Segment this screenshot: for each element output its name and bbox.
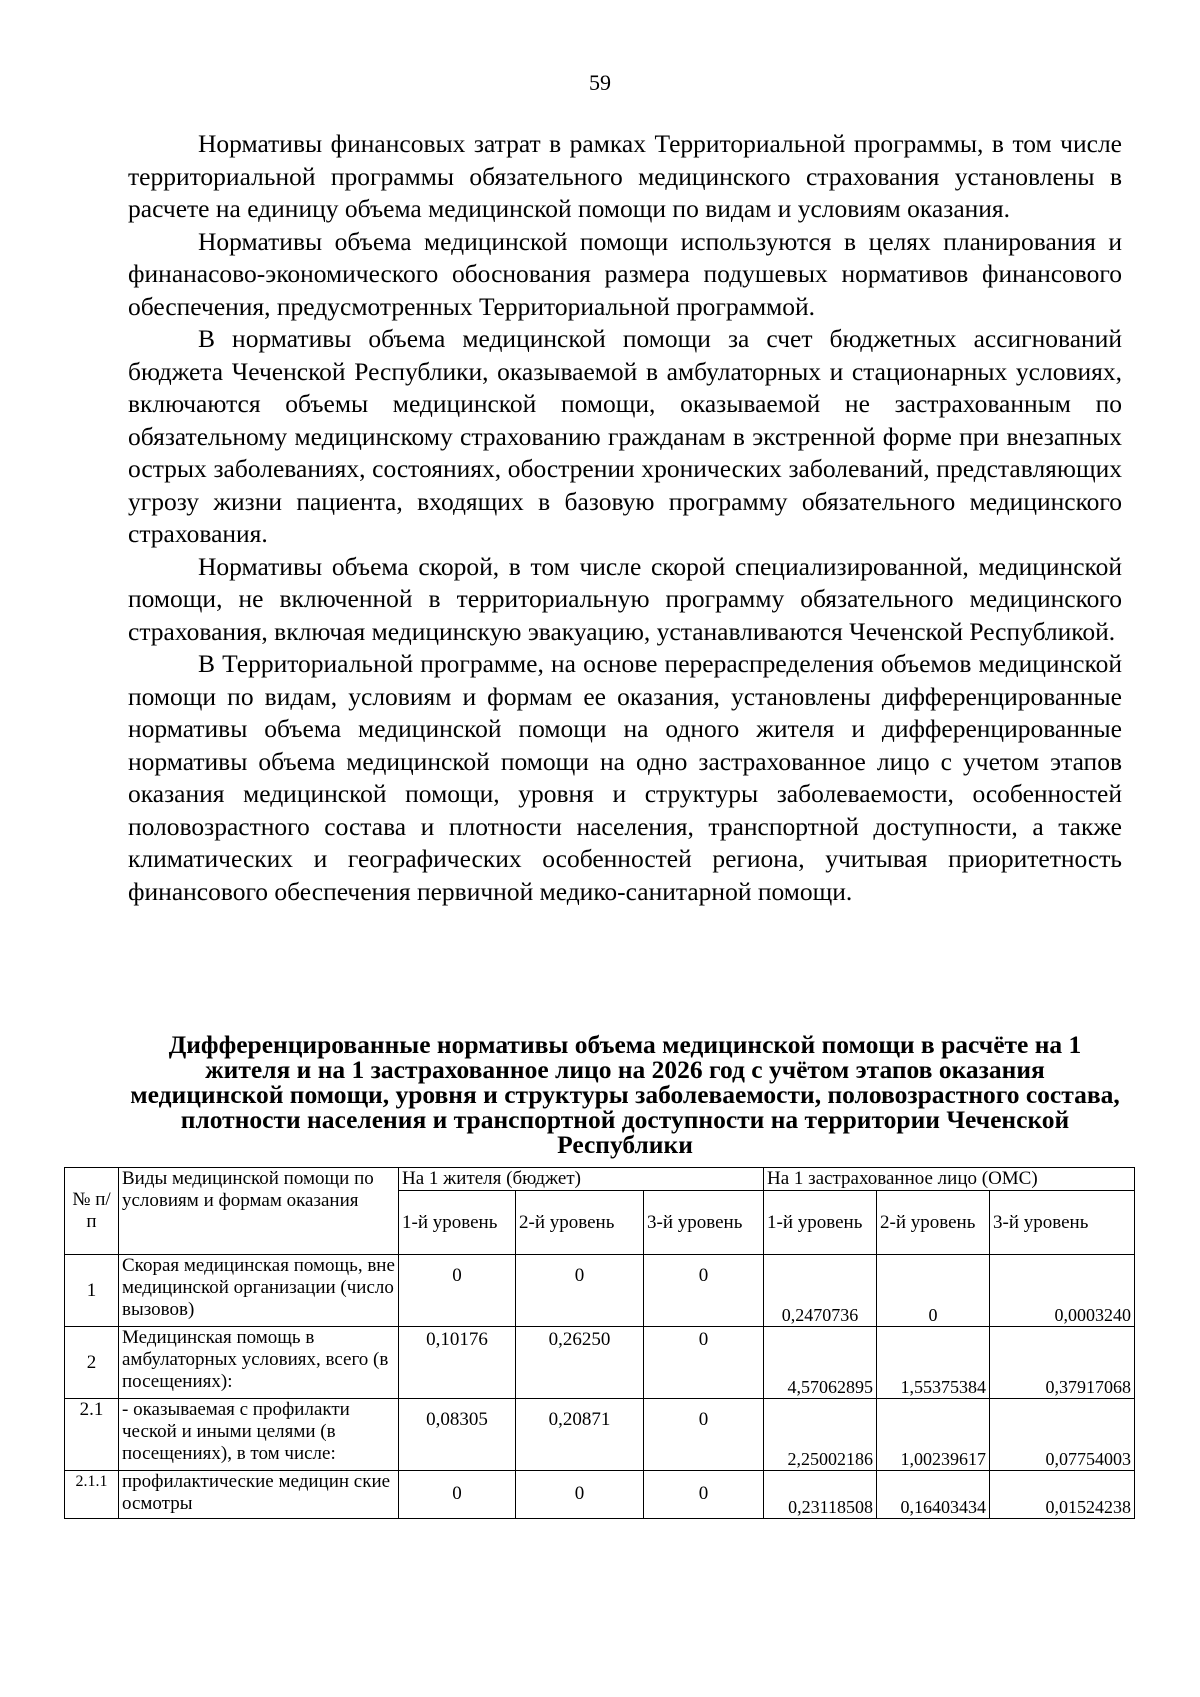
budget-l2-value: 0,26250 bbox=[516, 1327, 644, 1399]
paragraph: Нормативы финансовых затрат в рамках Территориальной программы, в том числе территориальной программы обязательного медицинского страхования установлены в расчете на единицу объема медицинской помощи по видам и условиям оказания. bbox=[128, 129, 1122, 223]
table-row bbox=[65, 1327, 1135, 1399]
page-number: 59 bbox=[589, 70, 611, 95]
row-num: 2.1 bbox=[65, 1399, 119, 1471]
budget-l1-value: 0 bbox=[399, 1255, 516, 1327]
oms-l3-value: 0,0003240 bbox=[990, 1255, 1135, 1327]
budget-l2-value: 0,20871 bbox=[516, 1399, 644, 1471]
oms-l1-value: 0,23118508 bbox=[764, 1471, 877, 1519]
row-kind: - оказываемая с профилакти ческой и иными целями (в посещениях), в том числе: bbox=[119, 1399, 399, 1471]
budget-l1-value: 0 bbox=[399, 1471, 516, 1519]
header-oms-level-3: 3-й уровень bbox=[990, 1191, 1135, 1255]
table-row bbox=[65, 1471, 1135, 1519]
oms-l1-value: 4,57062895 bbox=[764, 1327, 877, 1399]
budget-l3-value: 0 bbox=[644, 1255, 764, 1327]
row-kind: Скорая медицинская помощь, вне медицинской организации (число вызовов) bbox=[119, 1255, 399, 1327]
oms-l3-value: 0,01524238 bbox=[990, 1471, 1135, 1519]
header-oms-level-1: 1-й уровень bbox=[764, 1191, 877, 1255]
budget-l3-value: 0 bbox=[644, 1471, 764, 1519]
paragraph: В нормативы объема медицинской помощи за счет бюджетных ассигнований бюджета Чеченской Республики, оказываемой в амбулаторных и стационарных условиях, включаются объемы медицинской помощи, оказываемой не застрахованным по обязательному медицинскому страхованию гражданам в экстренной форме при внезапных острых заболеваниях, состояниях, обострении хронических заболеваний, представляющих угрозу жизни пациента, входящих в базовую программу обязательного медицинского страхования. bbox=[128, 324, 1122, 548]
budget-l1-value: 0,08305 bbox=[399, 1399, 516, 1471]
header-num: № п/п bbox=[65, 1168, 119, 1255]
oms-l2-value: 0,16403434 bbox=[877, 1471, 990, 1519]
oms-l1-value: 2,25002186 bbox=[764, 1399, 877, 1471]
paragraph: В Территориальной программе, на основе перераспределения объемов медицинской помощи по видам, условиям и формам ее оказания, установлены дифференцированные нормативы объема медицинской помощи на одного жителя и дифференцированные нормативы объема медицинской помощи на одно застрахованное лицо с учетом этапов оказания медицинской помощи, уровня и структуры заболеваемости, особенностей половозрастного состава и плотности населения, транспортной доступности, а также климатических и географических особенностей региона, учитывая приоритетность финансового обеспечения первичной медико-санитарной помощи. bbox=[128, 649, 1122, 906]
header-budget-level-3: 3-й уровень bbox=[644, 1191, 764, 1255]
table-row bbox=[65, 1399, 1135, 1471]
budget-l1-value: 0,10176 bbox=[399, 1327, 516, 1399]
row-num: 2 bbox=[65, 1327, 119, 1399]
table-row bbox=[65, 1255, 1135, 1327]
oms-l2-value: 1,55375384 bbox=[877, 1327, 990, 1399]
oms-l3-value: 0,37917068 bbox=[990, 1327, 1135, 1399]
table-title: Дифференцированные нормативы объема медицинской помощи в расчёте на 1 жителя и на 1 застрахованное лицо на 2026 год с учётом этапов оказания медицинской помощи, уровня и структуры заболеваемости, половозрастного состава, плотности населения и транспортной доступности на территории Чеченской Республики bbox=[130, 1030, 1120, 1159]
oms-l2-value: 0 bbox=[877, 1255, 990, 1327]
norms-table bbox=[64, 1167, 1135, 1519]
header-budget-level-2: 2-й уровень bbox=[516, 1191, 644, 1255]
header-oms-group: На 1 застрахованное лицо (ОМС) bbox=[764, 1168, 1135, 1191]
oms-l1-value: 0,2470736 bbox=[764, 1255, 877, 1327]
header-budget-group: На 1 жителя (бюджет) bbox=[399, 1168, 764, 1191]
paragraph: Нормативы объема медицинской помощи используются в целях планирования и финанасово-экономического обоснования размера подушевых нормативов финансового обеспечения, предусмотренных Территориальной программой. bbox=[128, 226, 1122, 321]
row-kind: профилактические медицин ские осмотры bbox=[119, 1471, 399, 1519]
header-oms-level-2: 2-й уровень bbox=[877, 1191, 990, 1255]
oms-l2-value: 1,00239617 bbox=[877, 1399, 990, 1471]
paragraph: Нормативы объема скорой, в том числе скорой специализированной, медицинской помощи, не включенной в территориальную программу обязательного медицинского страхования, включая медицинскую эвакуацию, устанавливаются Чеченской Республикой. bbox=[128, 551, 1122, 646]
budget-l3-value: 0 bbox=[644, 1327, 764, 1399]
budget-l3-value: 0 bbox=[644, 1399, 764, 1471]
budget-l2-value: 0 bbox=[516, 1255, 644, 1327]
body-text bbox=[128, 128, 1122, 908]
oms-l3-value: 0,07754003 bbox=[990, 1399, 1135, 1471]
budget-l2-value: 0 bbox=[516, 1471, 644, 1519]
header-budget-level-1: 1-й уровень bbox=[399, 1191, 516, 1255]
row-num: 1 bbox=[65, 1255, 119, 1327]
row-kind: Медицинская помощь в амбулаторных условиях, всего (в посещениях): bbox=[119, 1327, 399, 1399]
row-num: 2.1.1 bbox=[65, 1471, 119, 1519]
header-kind: Виды медицинской помощи по условиям и формам оказания bbox=[119, 1168, 399, 1255]
header-row-group bbox=[65, 1168, 1135, 1191]
